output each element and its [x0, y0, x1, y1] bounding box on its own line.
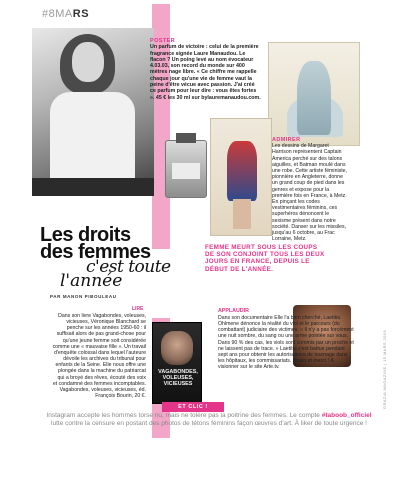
page-title-line3: c'est toute	[86, 257, 171, 277]
book-portrait	[161, 331, 193, 365]
page-title-line2: des femmes	[40, 241, 151, 263]
photo-face	[72, 42, 104, 82]
superhero-legs	[233, 199, 251, 229]
woman-photo	[32, 28, 154, 196]
superhero-figure	[227, 141, 257, 201]
photo-chair	[32, 178, 154, 196]
footer-hashtag-link[interactable]: #taboob_officiel	[321, 412, 372, 419]
admirer-text: Les dessins de Margaret Harrison représentent Captain America perché sur des talons aiguilles, et Batman moulé dans une robe. Cette artiste féministe, pionnière en Angleterre, donne un grand coup de pied dans les genres et expose pour la première fois en France, à Metz. En pinçant les codes vestimentaires féminins, ces superhéros dénoncent le sexisme présent dans notre société. Danser sur les missiles, jusqu'au 6 octobre, au Frac Lorraine, Metz.	[272, 143, 347, 243]
byline: PAR MANON PIBOULEAU	[50, 294, 117, 299]
admirer-kicker: ADMIRER	[272, 137, 301, 143]
footer-line2: lutte contre la censure en postant des photos de tétons féminins façon œuvres d'art. À liker de toute urgence !	[51, 419, 367, 427]
painting-figure	[297, 61, 331, 135]
section-header	[42, 8, 89, 20]
footer-band-label: ET CLIC !	[178, 404, 208, 410]
lire-kicker: LIRE	[132, 306, 144, 312]
painting-dress-image	[268, 42, 360, 146]
header-bold: RS	[72, 8, 90, 20]
perfume-label	[172, 163, 200, 179]
header-prefix: #8MA	[42, 8, 73, 20]
applaudir-kicker: APPLAUDIR	[218, 308, 249, 314]
pull-quote: FEMME MEURT SOUS LES COUPS DE SON CONJOINT TOUS LES DEUX JOURS EN FRANCE, DEPUIS LE DÉBUT DE L'ANNÉE.	[205, 244, 325, 273]
book-title: VAGABONDES, VOLEUSES, VICIEUSES	[158, 369, 198, 387]
admirer-article	[272, 137, 348, 242]
perfume-bottle-image	[165, 140, 207, 198]
side-publication-strip: GRAZIA MAGAZINE | 15 MARS 2019	[382, 330, 387, 410]
book-cover-image	[152, 322, 202, 404]
page-title-line4: l'année	[60, 271, 123, 291]
painting-superhero-image	[210, 118, 272, 236]
poster-kicker: POSTER	[150, 38, 176, 44]
footer-text	[46, 412, 372, 427]
perfume-cap	[176, 133, 196, 143]
poster-text: Un parfum de victoire : celui de la première fragrance signée Laure Manaudou. Le flacon ? Un poing levé au nom évocateur 4.03.03, son record du monde sur 400 mètres nage libre. « Ce chiffre me rappelle chaque jour qu'une vie de femme vaut la peine d'être vécue avec passion. J'ai créé ce parfum pour leur dire : vous êtes fortes ». 45 € les 30 ml sur bylauremanaudou.com.	[150, 44, 261, 101]
applaudir-text: Dans son documentaire Elle l'a bien cherché, Laetitia Ohlmene dénonce la réalité du viol et le parcours (du combattant) judiciaire des victimes. « Il n'y a pas forcément une nuit sombre, du sang ou une arme pointée sur vous. Dans 90 % des cas, les viols sont commis par un proche et ne laissent pas de trace. » Laetitia s'est battue pendant sept ans pour obtenir les autorisations de tournage dans les hôpitaux, les commissariats. Bravo et merci ! À visionner sur le site Arte.tv.	[218, 315, 354, 371]
page-title-line1: Les droits	[40, 224, 131, 246]
lire-text: Dans son livre Vagabondes, voleuses, vicieuses, Véronique Blanchard se penche sur les années 1950-60 : il suffisait alors de pas grand-chose pour qu'une jeune femme soit considérée comme une « mauvaise fille ». Un travail d'enquête colossal dans lequel l'auteure dévoile les archives du tribunal pour enfants de la Seine. Elle nous offre une plongée dans la machine du patriarcat qui a broyé des rêves, écouté des voix et condamné des femmes incomptables. Vagabondes, voleuses, vicieuses, éd. François Bourin, 20 €.	[52, 313, 146, 400]
poster-article	[150, 38, 262, 101]
footer-band	[162, 402, 224, 412]
footer-line1: Instagram accepte les hommes torse nu, mais ne tolère pas la poitrine des femmes. Le compte	[46, 412, 320, 419]
